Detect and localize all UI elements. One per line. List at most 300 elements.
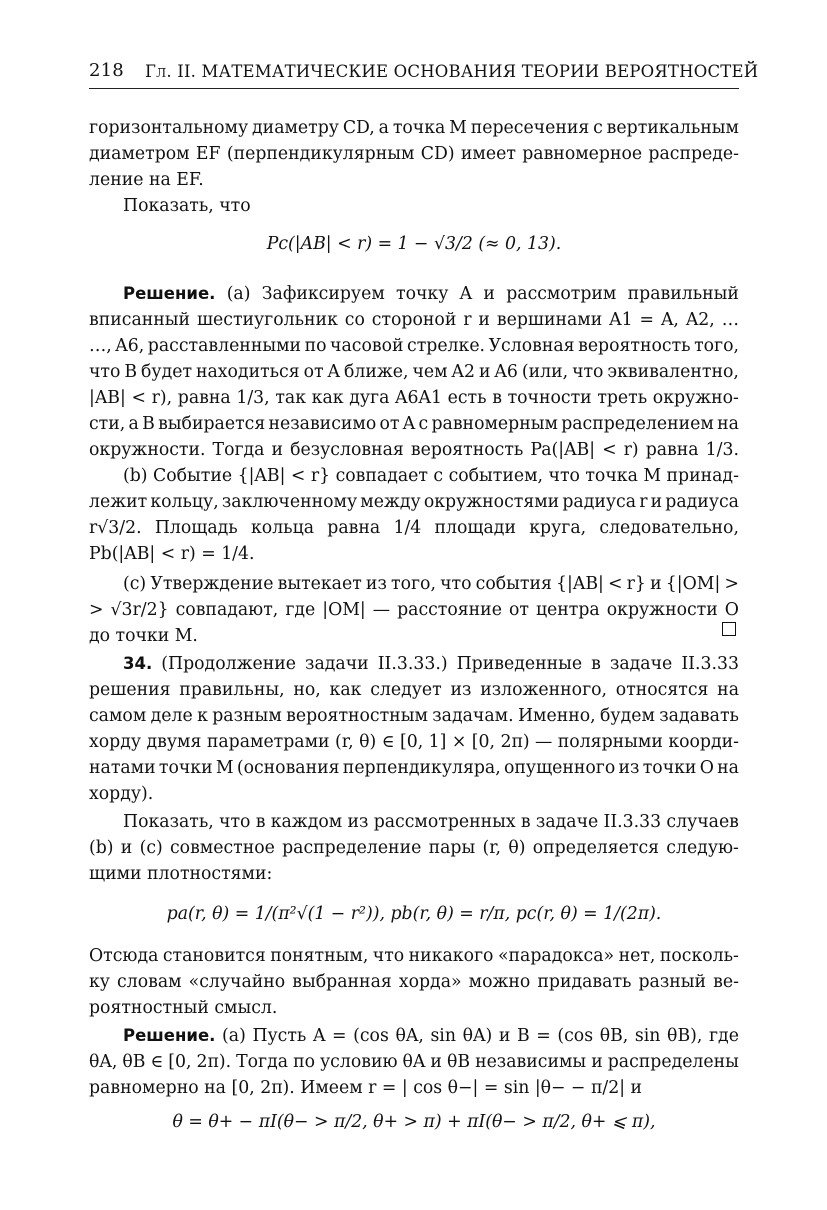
word: точки [158,758,213,778]
word: относятся [615,680,709,700]
word: Утверждение [150,574,274,594]
word: θA) [462,1026,493,1046]
text-line [89,116,739,140]
word: [0, [471,732,496,752]
word: r} [310,466,331,486]
word: где [709,1026,739,1046]
word: и [478,310,490,330]
text-line [89,308,739,332]
word: θA [402,1052,426,1072]
word: A [459,284,473,304]
word: а [128,414,139,434]
word: опущенного [503,758,616,778]
word: кольца [250,518,314,538]
word: … [721,310,739,330]
word: из [450,680,472,700]
word: × [451,732,467,752]
word: в [255,812,266,832]
running-header [89,58,759,89]
word: и [120,838,133,858]
word: θA, [89,1052,118,1072]
text-line [89,598,739,622]
text-line [89,730,739,754]
word: r√3/2. [89,518,142,538]
display-formula: Pc(|AB| < r) = 1 − √3/2 (≈ 0, 13). [266,234,562,254]
word: лежит [89,492,148,512]
word: самом [89,706,147,726]
word: никакого [408,946,494,966]
word: каждом [270,812,343,832]
word: «случайно [188,972,286,992]
word: EF [195,144,221,164]
word: II.3.33 [603,812,662,832]
word: и [650,574,662,594]
word: A, [660,310,679,330]
word: Тогда [236,1052,289,1072]
word: 1/4 [393,518,422,538]
word: следую- [666,838,739,858]
word: и [478,362,491,382]
word: из [618,758,640,778]
word: (c) [139,838,163,858]
word: правильный [627,284,739,304]
text-line [89,678,739,702]
word: Именно, [517,706,596,726]
word: и [591,1052,603,1072]
text-line [89,944,739,968]
word: A [327,362,340,382]
word: (b) [89,838,114,858]
word: задавать [659,706,739,726]
word: Отсюда [89,946,159,966]
word: из [347,812,369,832]
word: равномерное [522,144,643,164]
word: O [699,758,714,778]
chapter-title: Гл. II. МАТЕМАТИЧЕСКИЕ ОСНОВАНИЯ ТЕОРИИ ВЕРОЯТНОСТЕЙ [145,62,759,81]
word: ∈ [381,732,395,752]
word: что [572,362,604,382]
word: определяется [532,838,660,858]
word: = [536,1026,551,1046]
word: θB [122,1052,146,1072]
word: A [402,414,416,434]
word: Площадь [154,518,238,538]
word: точка [585,466,638,486]
word: точности [507,388,592,408]
word: (r, [482,838,502,858]
word: r), [151,388,173,408]
word: θ) [508,838,526,858]
word: независимы [475,1052,587,1072]
word: сти, [89,414,126,434]
word: есть [447,388,487,408]
word: CD) [420,144,455,164]
word: заключенному [221,492,358,512]
word: sin [430,1026,456,1046]
word: придавать [537,972,632,992]
word: а [378,118,389,138]
word: хорда» [398,972,462,992]
word: задаче [535,812,599,832]
word: θA, [395,1026,424,1046]
word: B [124,362,138,382]
word: …, [89,336,112,356]
word: 1/3, [236,388,270,408]
word: где [285,600,316,620]
word: но, [293,680,321,700]
word: r [639,492,648,512]
word: совпадают, [175,600,279,620]
word: вероятность [410,440,524,460]
word: коорди- [668,732,739,752]
word: следует [370,680,442,700]
word: хорду [89,732,142,752]
word: часовой [330,336,404,356]
word: — [372,600,391,620]
word: в [492,388,502,408]
word: M [643,466,662,486]
word: с [418,414,429,434]
word: Зафиксируем [261,284,385,304]
word: CD, [342,118,375,138]
word: нет, [618,946,656,966]
word: A2, [685,310,715,330]
word: |AB| [89,388,126,408]
word: от [508,600,529,620]
word: расставленными [147,336,302,356]
word: что [89,362,121,382]
word: так [275,388,306,408]
word: будет [141,362,192,382]
word: в [520,812,531,832]
word: точку [396,284,449,304]
word: вероятность [578,336,691,356]
text-line: Показать, что [123,196,251,216]
word: двумя [146,732,202,752]
word: |OM| [322,600,366,620]
word: θB, [599,1026,629,1046]
word: условию [320,1052,398,1072]
word: (a) [222,1026,246,1046]
text-line [123,572,739,596]
word: радиуса [665,492,739,512]
word: Pa(|AB| [530,440,596,460]
word: равномерным [431,414,558,434]
word: (c) [123,574,147,594]
word: независимо [268,414,377,434]
word: правильны, [179,680,285,700]
text-line: равномерно на [0, 2π). Имеем r = | cos θ−| = sin |θ− − π/2| и [89,1078,643,1098]
word: {|AB| [556,574,604,594]
word: вертикальным [606,118,739,138]
word: от [379,414,400,434]
word: на [717,414,739,434]
word: пары [428,838,476,858]
word: рассмотренных [373,812,516,832]
word: < [131,388,146,408]
word: A1 [609,310,633,330]
word: A2 [451,362,475,382]
word: того, [391,574,436,594]
word: II.3.33.) [377,654,448,674]
word: [0, [399,732,424,752]
word: натами [89,758,156,778]
word: θ) [359,732,377,752]
word: вершинами [496,310,603,330]
word: > [89,600,104,620]
word: 2π) [500,732,530,752]
word: что [219,812,251,832]
text-line [89,142,739,166]
word: события [475,574,552,594]
word: A6A1 [395,388,442,408]
word: по [304,336,327,356]
text-line: хорду). [89,784,154,804]
word: расстояние [397,600,502,620]
word: (a) [226,284,251,304]
word: выбирается [158,414,266,434]
word: площади [434,518,516,538]
word: совпадает [335,466,428,486]
word: полярными [557,732,663,752]
word: от [303,362,324,382]
word: θB), [667,1026,703,1046]
word: r) [623,440,639,460]
word: Показать, [123,812,214,832]
qed-square-icon [722,622,736,636]
word: A6 [494,362,518,382]
text-line: до точки M. [89,626,198,646]
word: можно [468,972,531,992]
word: стрелке. [407,336,486,356]
word: распределение [282,838,422,858]
word: случаев [666,812,739,832]
word: Приведенные [456,654,583,674]
word: (перпендикулярным [226,144,415,164]
word: будем [600,706,655,726]
word: как [311,388,344,408]
word: (cos [353,1026,389,1046]
text-line [89,704,739,728]
word: перпендикуляра, [342,758,501,778]
word: равна [645,440,699,460]
word: = [639,310,655,330]
word: изложенного, [480,680,608,700]
word: задаче [609,654,673,674]
word: ку [89,972,110,992]
text-line [123,282,739,306]
word: ближе, [343,362,409,382]
text-line [89,334,739,358]
word: sin [634,1026,661,1046]
word: и [650,492,663,512]
word: Условная [488,336,575,356]
text-line [89,438,739,462]
word: как [329,680,362,700]
word: понятным, [270,946,369,966]
word: M [449,118,467,138]
text-line [123,464,739,488]
word: θB [446,1052,471,1072]
word: M [215,758,234,778]
word: (r, [335,732,354,752]
word: r} [626,574,646,594]
word: распреде- [648,144,739,164]
text-line [123,652,739,676]
word: деле [150,706,193,726]
word: (Продолжение [161,654,296,674]
text-line [89,386,739,410]
word: «парадокса» [497,946,615,966]
word: (cos [557,1026,594,1046]
word: (b) [123,466,148,486]
word: √3r/2} [110,600,169,620]
word: имеет [460,144,516,164]
word: событием, [448,466,544,486]
text-line: роятностный смысл. [89,998,278,1018]
word: того, [694,336,739,356]
word: точки [642,758,697,778]
word: ∈ [150,1052,164,1072]
word: Решение. [123,284,216,303]
word: с [433,466,444,486]
word: что [548,466,580,486]
word: {|OM| [665,574,721,594]
word: кольцу, [150,492,219,512]
word: < [290,466,306,486]
word: что [372,946,405,966]
word: 2π). [196,1052,232,1072]
word: посколь- [659,946,739,966]
word: окружности. [89,440,206,460]
word: центра [535,600,600,620]
word: {|AB| [237,466,286,486]
word: ве- [713,972,739,992]
word: 1/3. [705,440,739,460]
word: радиуса [562,492,637,512]
word: окружно- [652,388,739,408]
word: [0, [168,1052,192,1072]
word: Событие [153,466,233,486]
word: 34. [123,654,153,673]
word: окружностями [423,492,560,512]
word: > [724,574,739,594]
word: на [717,758,739,778]
word: становится [162,946,266,966]
text-line [89,412,739,436]
word: со [344,310,365,330]
word: и [483,284,495,304]
word: рассмотрим [506,284,617,304]
word: B [142,414,155,434]
word: находиться [195,362,300,382]
word: что [440,574,472,594]
word: горизонтальному [89,118,249,138]
word: пересечения [470,118,590,138]
word: к [197,706,208,726]
word: на [717,680,739,700]
word: точка [392,118,446,138]
text-line [123,1024,739,1048]
word: и [271,440,284,460]
word: дуга [349,388,390,408]
word: II.3.33 [681,654,739,674]
word: диаметру [252,118,339,138]
word: параметрами [206,732,330,752]
word: разным [212,706,282,726]
word: окружности [606,600,718,620]
word: следовательно, [599,518,739,538]
word: B [516,1026,530,1046]
word: словам [117,972,182,992]
word: распределением [561,414,714,434]
word: разный [638,972,707,992]
word: шестиугольник [196,310,338,330]
word: принад- [666,466,739,486]
word: задачи [305,654,369,674]
word: A [312,1026,326,1046]
word: по [293,1052,315,1072]
word: вероятностным [286,706,428,726]
word: равна [177,388,231,408]
word: (основания [236,758,340,778]
word: и [498,1026,511,1046]
display-formula: θ = θ+ − πI(θ− > π/2, θ+ > π) + πI(θ− > π/2, θ+ ⩽ π), [172,1112,656,1132]
word: чем [412,362,448,382]
word: вписанный [89,310,191,330]
word: — [535,732,553,752]
word: Решение. [123,1026,216,1045]
word: безусловная [290,440,404,460]
text-line [89,490,739,514]
word: задачам. [432,706,514,726]
word: с [593,118,603,138]
text-line [89,836,739,860]
word: из [365,574,387,594]
word: треть [597,388,648,408]
word: в [591,654,601,674]
word: стороной [371,310,457,330]
text-line [89,1050,739,1074]
word: < [602,440,617,460]
word: Тогда [212,440,265,460]
word: распределены [607,1052,739,1072]
word: эквивалентно, [607,362,739,382]
word: = [332,1026,347,1046]
text-line [89,516,739,540]
word: совместное [170,838,275,858]
text-line: ление на EF. [89,170,204,190]
text-line: щими плотностями: [89,864,273,884]
display-formula: pa(r, θ) = 1/(π²√(1 − r²)), pb(r, θ) = r/π, pc(r, θ) = 1/(2π). [166,904,662,924]
word: 1] [428,732,447,752]
word: решения [89,680,171,700]
word: (или, [521,362,569,382]
word: < [608,574,623,594]
word: Пусть [252,1026,307,1046]
word: вытекает [277,574,362,594]
word: O [724,600,739,620]
word: и [430,1052,442,1072]
word: круга, [529,518,587,538]
text-line [89,360,739,384]
word: равна [327,518,381,538]
word: между [360,492,421,512]
word: выбранная [292,972,392,992]
text-line [89,970,739,994]
text-line [123,810,739,834]
word: A6, [115,336,145,356]
